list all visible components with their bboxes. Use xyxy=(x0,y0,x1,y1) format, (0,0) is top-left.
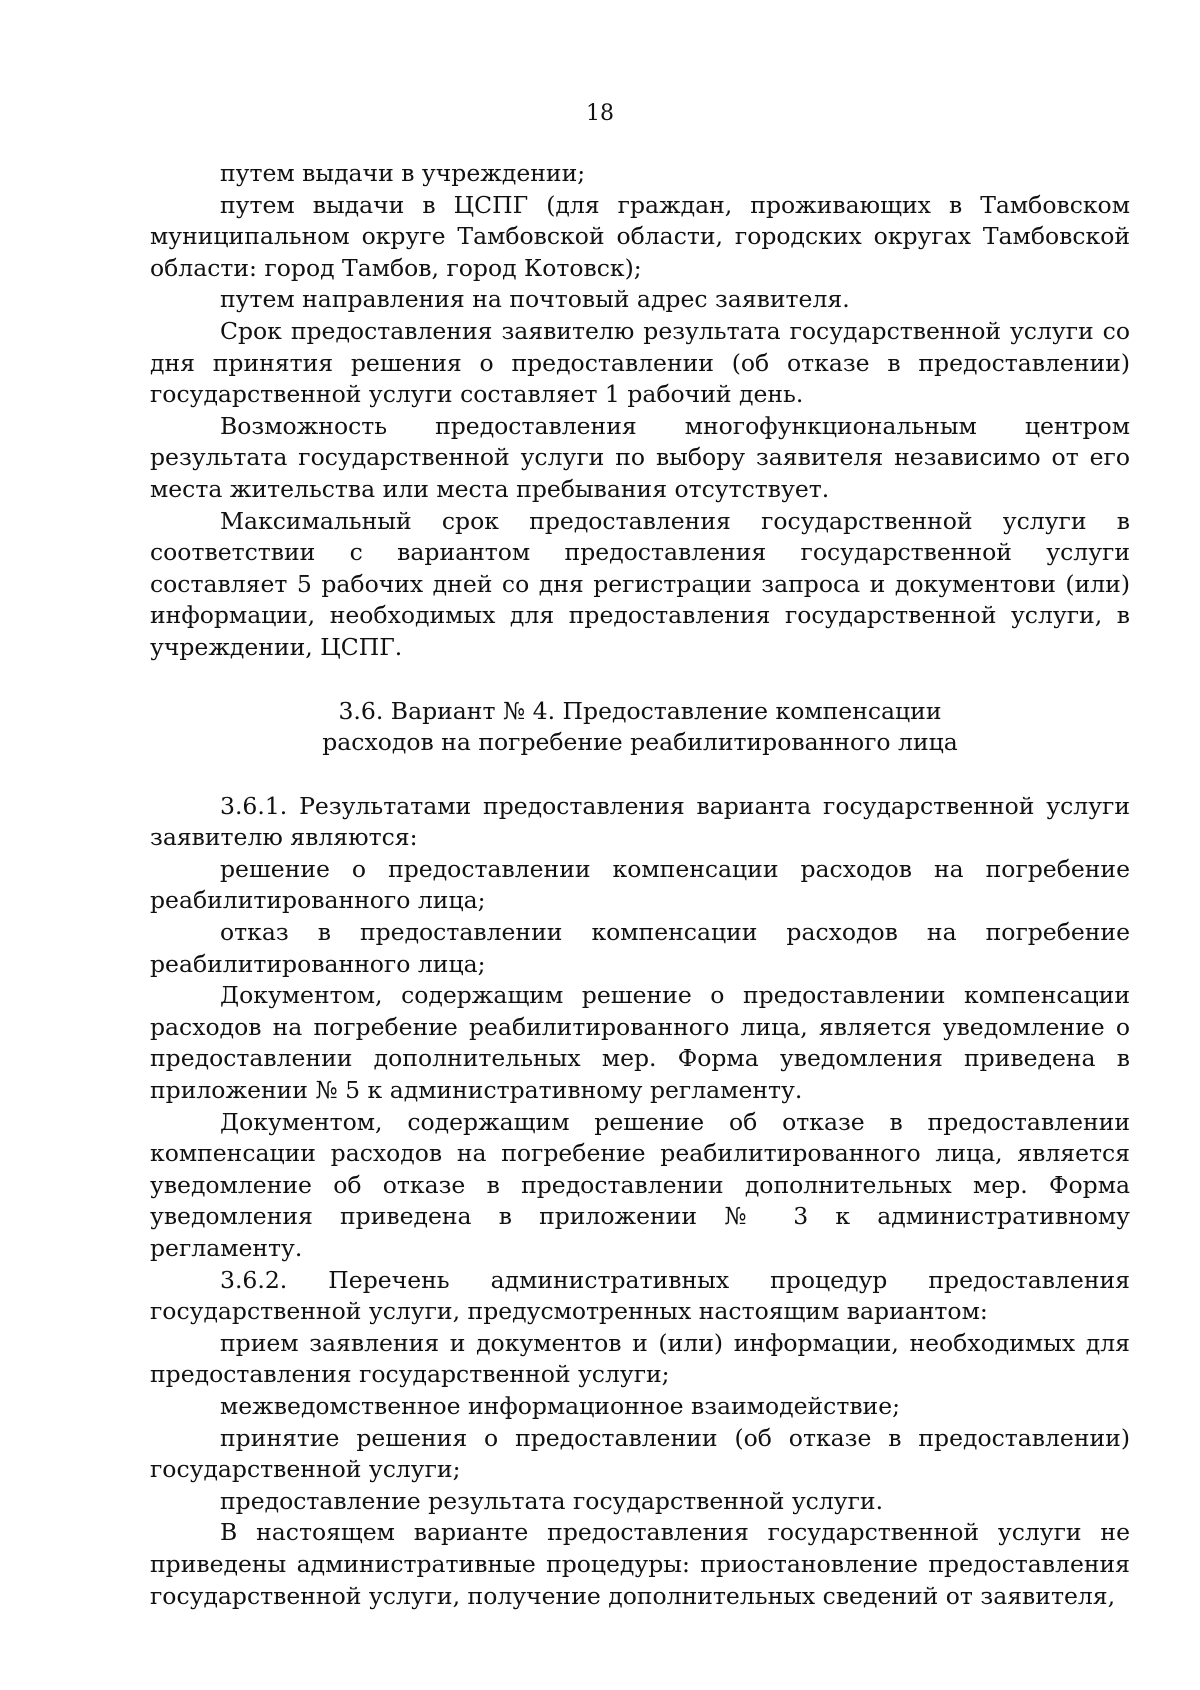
paragraph-delivery-postal: путем направления на почтовый адрес заявителя. xyxy=(220,285,850,314)
paragraph-procedure-interagency: межведомственное информационное взаимодействие; xyxy=(220,1391,901,1420)
paragraph-delivery-institution: путем выдачи в учреждении; xyxy=(220,159,586,187)
section-heading xyxy=(150,696,1130,759)
paragraph-refusal-document: Документом, содержащим решение об отказе в предоставлении компенсации расходов на погребение реабилитированного лица, является уведомление об отказе в предоставлении дополнительных мер. Форма уведомления приведена в приложении № 3 к административному регламенту. xyxy=(150,1107,1130,1262)
paragraph-delivery-cspg: путем выдачи в ЦСПГ (для граждан, проживающих в Тамбовском муниципальном округе Тамбовской области, городских округах Тамбовской области: город Тамбов, город Котовск); xyxy=(150,190,1130,282)
page-number: 18 xyxy=(586,101,614,126)
paragraph-result-decision: решение о предоставлении компенсации расходов на погребение реабилитированного лица; xyxy=(150,854,1130,915)
paragraph-result-term: Срок предоставления заявителю результата государственной услуги со дня принятия решения о предоставлении (об отказе в предоставлении) государственной услуги составляет 1 рабочий день. xyxy=(150,316,1130,409)
paragraph-procedure-decision: принятие решения о предоставлении (об отказе в предоставлении) государственной услуги; xyxy=(150,1423,1130,1484)
section-heading-line-1: 3.6. Вариант № 4. Предоставление компенсации xyxy=(338,696,942,725)
document-body xyxy=(150,158,1130,1612)
paragraph-procedure-result: предоставление результата государственной услуги. xyxy=(220,1486,884,1515)
paragraph-3-6-2: 3.6.2. Перечень административных процедур предоставления государственной услуги, предусмотренных настоящим вариантом: xyxy=(150,1265,1130,1326)
paragraph-3-6-1: 3.6.1. Результатами предоставления варианта государственной услуги заявителю являются: xyxy=(150,791,1130,852)
paragraph-procedure-reception: прием заявления и документов и (или) информации, необходимых для предоставления государственной услуги; xyxy=(150,1328,1130,1389)
paragraph-not-included-procedures: В настоящем варианте предоставления государственной услуги не приведены административные процедуры: приостановление предоставления государственной услуги, получение дополнительных сведений от заявителя, xyxy=(150,1518,1130,1610)
paragraph-result-refusal: отказ в предоставлении компенсации расходов на погребение реабилитированного лица; xyxy=(150,918,1130,978)
paragraph-decision-document: Документом, содержащим решение о предоставлении компенсации расходов на погребение реабилитированного лица, является уведомление о предоставлении дополнительных мер. Форма уведомления приведена в приложении № 5 к административному регламенту. xyxy=(150,981,1130,1105)
paragraph-max-term: Максимальный срок предоставления государственной услуги в соответствии с вариантом предоставления государственной услуги составляет 5 рабочих дней со дня регистрации запроса и документови (или) информации, необходимых для предоставления государственной услуги, в учреждении, ЦСПГ. xyxy=(150,506,1130,661)
paragraph-mfc-possibility: Возможность предоставления многофункциональным центром результата государственной услуги по выбору заявителя независимо от его места жительства или места пребывания отсутствует. xyxy=(150,411,1130,503)
section-heading-line-2: расходов на погребение реабилитированного лица xyxy=(322,728,958,757)
